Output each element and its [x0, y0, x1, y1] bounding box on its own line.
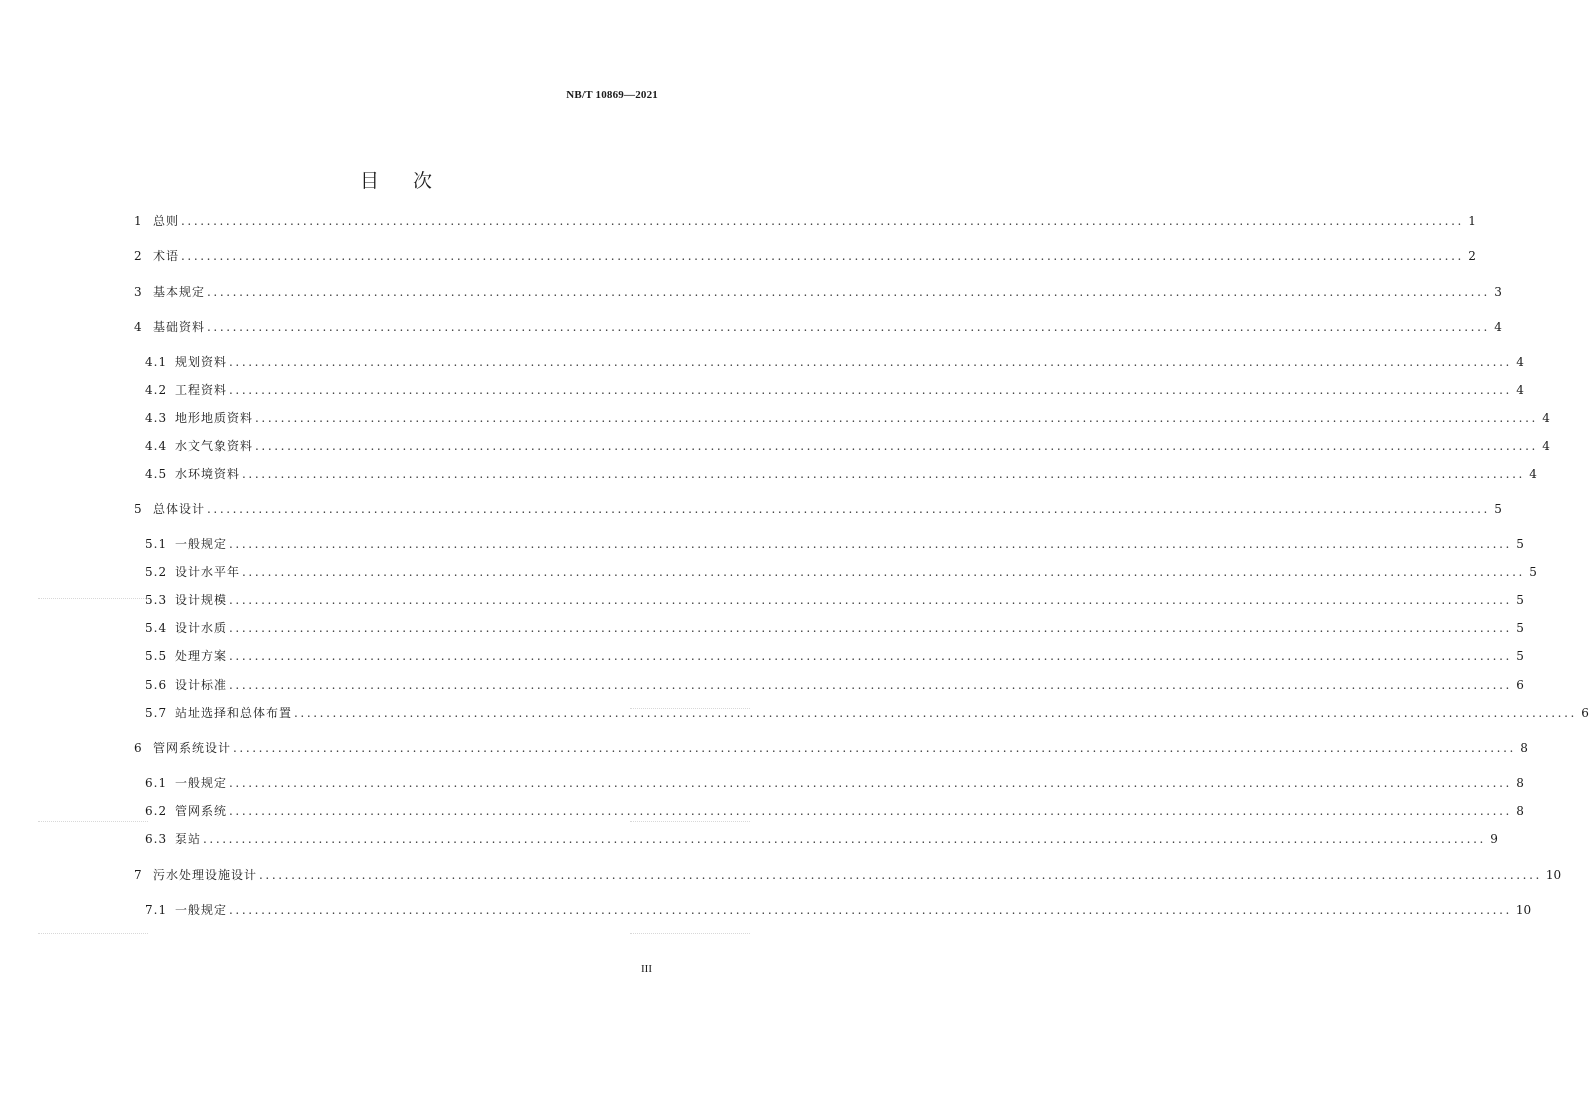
- toc-subsection-entry[interactable]: [145, 465, 1537, 483]
- toc-entry-page: 5: [1529, 565, 1537, 579]
- toc-entry-title: 设计标准: [175, 678, 228, 692]
- toc-subsection-entry[interactable]: [145, 381, 1524, 399]
- toc-entry-number: 5.4: [145, 621, 168, 635]
- toc-entry-title: 站址选择和总体布置: [175, 706, 293, 720]
- toc-entry-title: 设计水平年: [175, 565, 241, 579]
- toc-subsection-entry[interactable]: [145, 647, 1524, 665]
- toc-entry-number: 6.1: [145, 776, 168, 790]
- toc-entry-page: 5: [1516, 593, 1524, 607]
- toc-entry-number: 5.1: [145, 537, 168, 551]
- toc-leader-dots: ........................................................................................................................................................................................................: [233, 741, 1516, 755]
- toc-leader-dots: ........................................................................................................................................................................................................: [255, 439, 1538, 453]
- toc-leader-dots: ........................................................................................................................................................................................................: [259, 868, 1542, 882]
- toc-subsection-entry[interactable]: [145, 353, 1524, 371]
- toc-entry-number: 4.4: [145, 439, 168, 453]
- toc-subsection-entry[interactable]: [145, 830, 1498, 848]
- toc-entry-number: 6: [134, 741, 142, 755]
- toc-entry-title: 处理方案: [175, 649, 228, 663]
- toc-entry-title: 一般规定: [175, 776, 228, 790]
- toc-leader-dots: ........................................................................................................................................................................................................: [229, 537, 1512, 551]
- toc-leader-dots: ........................................................................................................................................................................................................: [229, 383, 1512, 397]
- toc-subsection-entry[interactable]: [145, 901, 1532, 919]
- toc-section-entry[interactable]: [134, 247, 1476, 265]
- toc-leader-dots: ........................................................................................................................................................................................................: [242, 565, 1525, 579]
- toc-entry-number: 1: [134, 214, 142, 228]
- toc-entry-title: 设计水质: [175, 621, 228, 635]
- toc-leader-dots: ........................................................................................................................................................................................................: [242, 467, 1525, 481]
- toc-entry-number: 5.3: [145, 593, 168, 607]
- toc-section-entry[interactable]: [134, 866, 1562, 884]
- toc-leader-dots: ........................................................................................................................................................................................................: [181, 214, 1464, 228]
- toc-entry-title: 基础资料: [153, 320, 206, 334]
- scan-artifact-line: [38, 933, 148, 934]
- toc-entry-title: 管网系统设计: [153, 741, 232, 755]
- toc-section-entry[interactable]: [134, 318, 1502, 336]
- toc-entry-page: 1: [1468, 214, 1476, 228]
- toc-entry-title: 规划资料: [175, 355, 228, 369]
- toc-entry-title: 地形地质资料: [175, 411, 254, 425]
- toc-entry-page: 10: [1515, 903, 1532, 917]
- toc-entry-title: 术语: [153, 249, 180, 263]
- scan-artifact-line: [630, 933, 750, 934]
- page-number: III: [641, 963, 652, 975]
- toc-entry-page: 4: [1529, 467, 1537, 481]
- toc-entry-title: 一般规定: [175, 903, 228, 917]
- toc-leader-dots: ........................................................................................................................................................................................................: [207, 502, 1490, 516]
- toc-leader-dots: ........................................................................................................................................................................................................: [229, 903, 1512, 917]
- toc-entry-number: 5.2: [145, 565, 168, 579]
- toc-entry-page: 2: [1468, 249, 1476, 263]
- toc-leader-dots: ........................................................................................................................................................................................................: [181, 249, 1464, 263]
- scan-artifact-line: [630, 821, 750, 822]
- toc-entry-page: 4: [1516, 383, 1524, 397]
- toc-leader-dots: ........................................................................................................................................................................................................: [203, 832, 1486, 846]
- scan-artifact-line: [630, 708, 750, 709]
- toc-entry-page: 5: [1516, 621, 1524, 635]
- toc-entry-page: 3: [1494, 285, 1502, 299]
- toc-entry-title: 一般规定: [175, 537, 228, 551]
- toc-entry-title: 污水处理设施设计: [153, 868, 258, 882]
- toc-leader-dots: ........................................................................................................................................................................................................: [229, 678, 1512, 692]
- toc-entry-number: 5.7: [145, 706, 168, 720]
- toc-subsection-entry[interactable]: [145, 676, 1524, 694]
- toc-subsection-entry[interactable]: [145, 619, 1524, 637]
- toc-subsection-entry[interactable]: [145, 774, 1524, 792]
- toc-entry-number: 4.1: [145, 355, 168, 369]
- toc-entry-title: 基本规定: [153, 285, 206, 299]
- toc-section-entry[interactable]: [134, 212, 1476, 230]
- toc-entry-number: 4.2: [145, 383, 168, 397]
- toc-entry-title: 泵站: [175, 832, 202, 846]
- toc-entry-title: 总则: [153, 214, 180, 228]
- toc-leader-dots: ........................................................................................................................................................................................................: [229, 804, 1512, 818]
- toc-entry-title: 设计规模: [175, 593, 228, 607]
- toc-entry-number: 4: [134, 320, 142, 334]
- toc-entry-title: 总体设计: [153, 502, 206, 516]
- toc-entry-title: 管网系统: [175, 804, 228, 818]
- toc-entry-page: 8: [1516, 776, 1524, 790]
- toc-entry-number: 5.6: [145, 678, 168, 692]
- toc-subsection-entry[interactable]: [145, 802, 1524, 820]
- toc-entry-number: 4.5: [145, 467, 168, 481]
- toc-entry-number: 5: [134, 502, 142, 516]
- toc-entry-page: 6: [1516, 678, 1524, 692]
- toc-entry-page: 4: [1542, 439, 1550, 453]
- toc-subsection-entry[interactable]: [145, 437, 1550, 455]
- toc-leader-dots: ........................................................................................................................................................................................................: [207, 320, 1490, 334]
- toc-entry-number: 4.3: [145, 411, 168, 425]
- toc-leader-dots: ........................................................................................................................................................................................................: [229, 649, 1512, 663]
- toc-entry-number: 2: [134, 249, 142, 263]
- toc-leader-dots: ........................................................................................................................................................................................................: [255, 411, 1538, 425]
- toc-entry-page: 9: [1490, 832, 1498, 846]
- toc-leader-dots: ........................................................................................................................................................................................................: [207, 285, 1490, 299]
- toc-subsection-entry[interactable]: [145, 704, 1589, 722]
- toc-entry-number: 7.1: [145, 903, 168, 917]
- toc-leader-dots: ........................................................................................................................................................................................................: [229, 776, 1512, 790]
- toc-entry-title: 水文气象资料: [175, 439, 254, 453]
- toc-subsection-entry[interactable]: [145, 591, 1524, 609]
- toc-section-entry[interactable]: [134, 283, 1502, 301]
- toc-section-entry[interactable]: [134, 739, 1528, 757]
- toc-entry-page: 4: [1516, 355, 1524, 369]
- toc-entry-title: 水环境资料: [175, 467, 241, 481]
- standard-code: NB/T 10869—2021: [566, 89, 658, 101]
- toc-entry-page: 6: [1581, 706, 1589, 720]
- toc-leader-dots: ........................................................................................................................................................................................................: [294, 706, 1577, 720]
- toc-section-entry[interactable]: [134, 500, 1502, 518]
- toc-entry-page: 8: [1520, 741, 1528, 755]
- scan-artifact-line: [38, 821, 148, 822]
- toc-entry-page: 5: [1516, 537, 1524, 551]
- toc-entry-page: 4: [1542, 411, 1550, 425]
- toc-title: 目 次: [359, 170, 447, 192]
- scan-artifact-line: [38, 598, 148, 599]
- toc-subsection-entry[interactable]: [145, 563, 1537, 581]
- toc-entry-number: 7: [134, 868, 142, 882]
- toc-entry-number: 6.2: [145, 804, 168, 818]
- toc-entry-page: 8: [1516, 804, 1524, 818]
- toc-subsection-entry[interactable]: [145, 409, 1550, 427]
- toc-leader-dots: ........................................................................................................................................................................................................: [229, 355, 1512, 369]
- toc-entry-page: 10: [1545, 868, 1562, 882]
- toc-entry-number: 3: [134, 285, 142, 299]
- toc-entry-number: 5.5: [145, 649, 168, 663]
- toc-entry-title: 工程资料: [175, 383, 228, 397]
- toc-entry-page: 5: [1516, 649, 1524, 663]
- toc-entry-number: 6.3: [145, 832, 168, 846]
- toc-entry-page: 5: [1494, 502, 1502, 516]
- toc-entry-page: 4: [1494, 320, 1502, 334]
- toc-leader-dots: ........................................................................................................................................................................................................: [229, 593, 1512, 607]
- toc-subsection-entry[interactable]: [145, 535, 1524, 553]
- toc-leader-dots: ........................................................................................................................................................................................................: [229, 621, 1512, 635]
